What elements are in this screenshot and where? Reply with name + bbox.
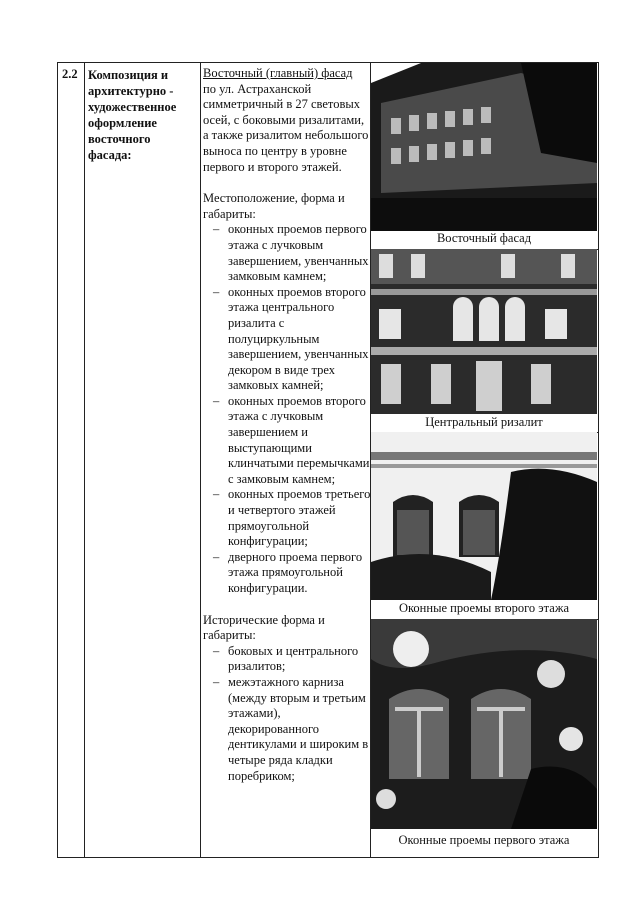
section-number: 2.2 xyxy=(62,67,78,81)
section-title: Композиция и архитектурно - художественное оформление восточного фасада: xyxy=(88,68,177,162)
list-item: – оконных проемов второго этажа с лучковым завершением и выступающими клинчатыми перемычками с замковым камнем; xyxy=(213,393,370,486)
list-item: – оконных проемов третьего и четвертого этажей прямоугольной конфигурации; xyxy=(213,487,371,549)
list-item: – межэтажного карниза (между вторым и третьим этажами), декорированного дентикулами и широким в четыре ряда кладки поребриком; xyxy=(213,674,369,783)
photo-caption: Оконные проемы второго этажа xyxy=(398,601,570,615)
attribute-table xyxy=(57,62,599,858)
second-floor-photo-image xyxy=(371,432,597,600)
list-item: – оконных проемов первого этажа с лучковым завершением, увенчанных замковым камнем; xyxy=(213,222,369,284)
photo-caption: Центральный ризалит xyxy=(425,415,543,429)
location-list xyxy=(203,222,371,596)
photo-second-floor-windows xyxy=(371,432,597,619)
photo-first-floor-windows xyxy=(371,619,597,857)
list-item: – дверного проема первого этажа прямоугольной конфигурации. xyxy=(213,549,363,595)
photo-caption: Восточный фасад xyxy=(436,231,532,245)
first-floor-photo-image xyxy=(371,619,597,829)
column-divider xyxy=(200,63,201,857)
photo-central-risalit xyxy=(371,249,597,432)
facade-heading: Восточный (главный) фасад xyxy=(203,66,353,80)
list-item: – оконных проемов второго этажа центрального ризалита с полуциркульным завершением, увенчанных декором в виде трех замковых камней; xyxy=(213,284,369,393)
photo-east-facade xyxy=(371,63,597,249)
risalit-photo-image xyxy=(371,249,597,414)
facade-description: по ул. Астраханской симметричный в 27 световых осей, с боковыми ризалитами, а также ризалитом небольшого выноса по центру в уровне первого и второго этажей. xyxy=(203,81,369,174)
column-divider xyxy=(84,63,85,857)
facade-photo-image xyxy=(371,63,597,231)
location-heading: Местоположение, форма и габариты: xyxy=(203,191,345,221)
historic-heading: Исторические форма и габариты: xyxy=(203,612,325,643)
historic-list xyxy=(203,644,371,784)
list-item: – боковых и центрального ризалитов; xyxy=(213,643,359,674)
photo-caption: Оконные проемы первого этажа xyxy=(398,833,570,847)
description-column xyxy=(203,66,371,784)
